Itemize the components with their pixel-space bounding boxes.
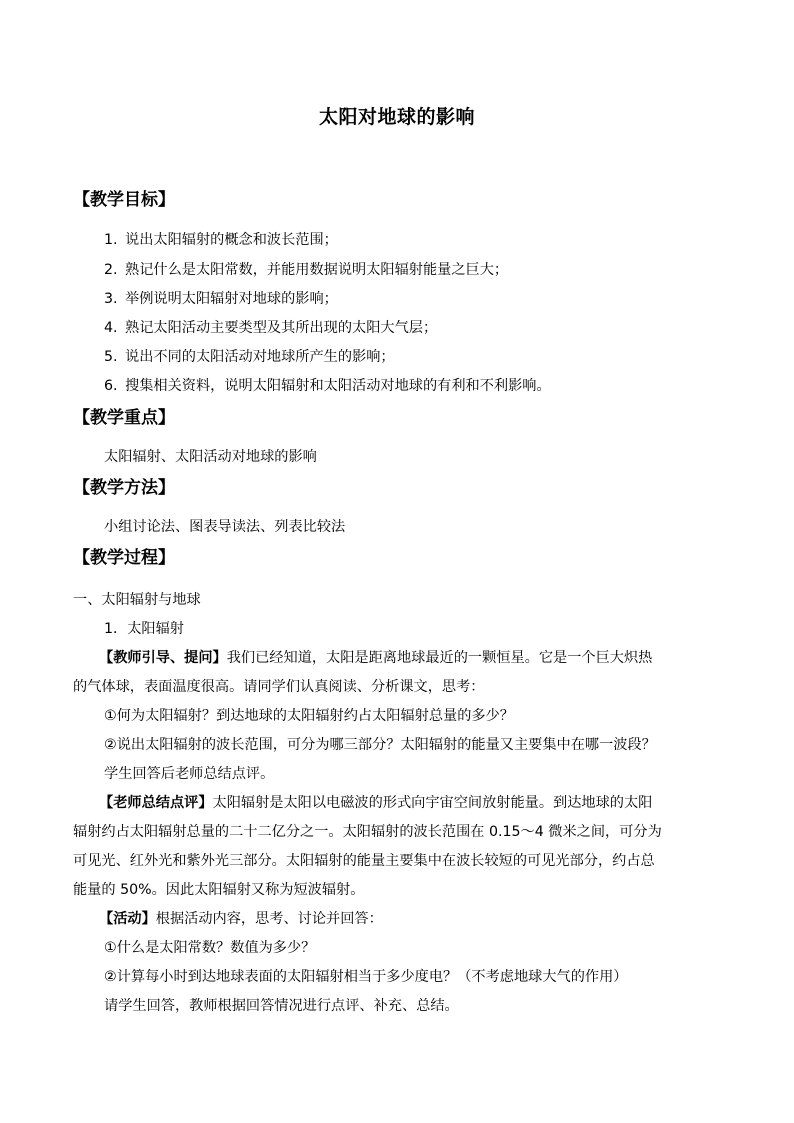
paragraph-line	[99, 909, 383, 929]
objective-number: 6.	[104, 378, 118, 394]
objective-item	[104, 230, 338, 250]
activity-tag: 【活动】	[99, 911, 156, 927]
paragraph-line: 能量的 50%。因此太阳辐射又称为短波辐射。	[73, 882, 365, 898]
methods-heading: 【教学方法】	[73, 478, 175, 498]
student-answer-note: 学生回答后老师总结点评。	[104, 766, 275, 782]
paragraph-line: 可见光、红外光和紫外光三部分。太阳辐射的能量主要集中在波长较短的可见光部分，约占总	[73, 853, 655, 869]
objective-number: 5.	[104, 349, 118, 365]
section-heading: 一、太阳辐射与地球	[73, 592, 201, 608]
objective-text: 举例说明太阳辐射对地球的影响；	[125, 291, 338, 307]
objective-text: 说出太阳辐射的概念和波长范围；	[125, 232, 338, 248]
objective-item	[104, 260, 508, 280]
objective-text: 熟记太阳活动主要类型及其所出现的太阳大气层；	[125, 320, 438, 336]
guide-tag: 【教师引导、提问】	[99, 650, 227, 666]
objectives-heading: 【教学目标】	[73, 190, 175, 210]
objective-item	[104, 289, 338, 309]
paragraph-line	[99, 793, 652, 813]
closing-note: 请学生回答，教师根据回答情况进行点评、补充、总结。	[104, 998, 459, 1014]
summary-tag: 【老师总结点评】	[99, 795, 213, 811]
paragraph-line: 辐射约占太阳辐射总量的二十二亿分之一。太阳辐射的波长范围在 0.15～4 微米之间，可分为	[73, 824, 662, 840]
objective-text: 说出不同的太阳活动对地球所产生的影响；	[125, 349, 395, 365]
objective-number: 4.	[104, 320, 118, 336]
activity-text: 根据活动内容，思考、讨论并回答：	[155, 911, 383, 927]
activity-question-2: ②计算每小时到达地球表面的太阳辐射相当于多少度电？（不考虑地球大气的作用）	[104, 969, 628, 985]
paragraph-line	[99, 648, 652, 668]
document-title: 太阳对地球的影响	[318, 106, 475, 128]
objective-text: 搜集相关资料，说明太阳辐射和太阳活动对地球的有利和不利影响。	[125, 378, 551, 394]
guide-text: 我们已经知道，太阳是距离地球最近的一颗恒星。它是一个巨大炽热	[226, 650, 653, 666]
key-points-text: 太阳辐射、太阳活动对地球的影响	[104, 449, 317, 465]
question-1: ①何为太阳辐射？到达地球的太阳辐射约占太阳辐射总量的多少？	[104, 708, 514, 724]
objective-item	[104, 318, 437, 338]
objective-number: 2.	[104, 262, 118, 278]
process-heading: 【教学过程】	[73, 548, 175, 568]
objective-number: 1.	[104, 232, 118, 248]
objective-number: 3.	[104, 291, 118, 307]
key-points-heading: 【教学重点】	[73, 408, 175, 428]
question-2: ②说出太阳辐射的波长范围，可分为哪三部分？太阳辐射的能量又主要集中在哪一波段？	[104, 737, 656, 753]
objective-item	[104, 376, 551, 396]
objective-text: 熟记什么是太阳常数，并能用数据说明太阳辐射能量之巨大；	[125, 262, 509, 278]
activity-question-1: ①什么是太阳常数？数值为多少？	[104, 940, 316, 956]
paragraph-line: 的气体球，表面温度很高。请同学们认真阅读、分析课文，思考：	[73, 679, 485, 695]
methods-text: 小组讨论法、图表导读法、列表比较法	[104, 519, 346, 535]
objective-item	[104, 347, 395, 367]
summary-text: 太阳辐射是太阳以电磁波的形式向宇宙空间放射能量。到达地球的太阳	[212, 795, 653, 811]
subsection-heading: 1．太阳辐射	[104, 621, 184, 637]
